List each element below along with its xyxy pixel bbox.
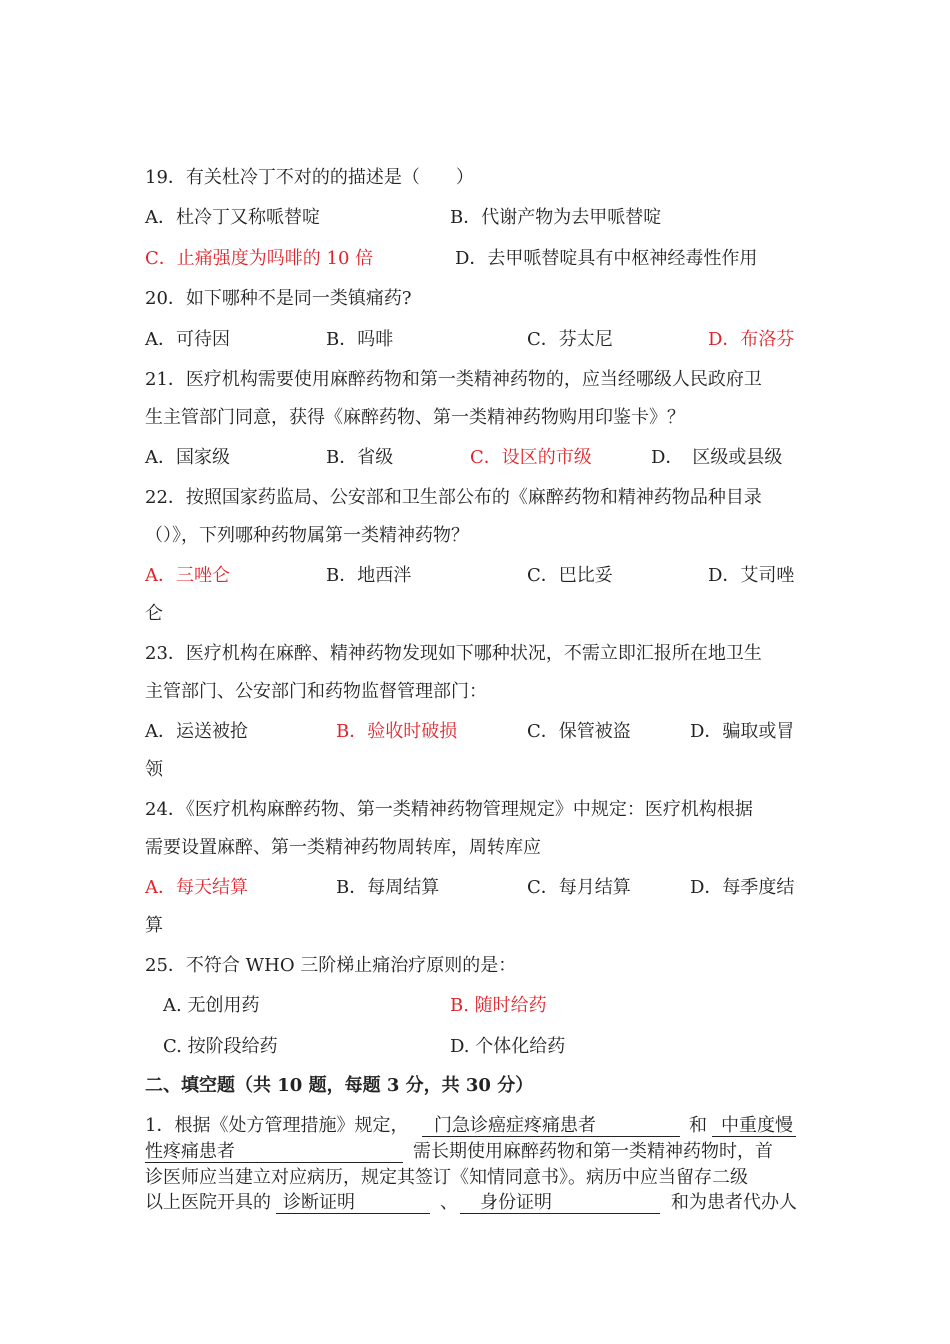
fill1-blank2-underline-a (712, 1136, 796, 1137)
q23-stem-line1: 23．医疗机构在麻醉、精神药物发现如下哪种状况，不需立即汇报所在地卫生 (145, 643, 762, 664)
fill1-blank4-underline (460, 1213, 660, 1214)
q24-option-d: D．每季度结 (690, 877, 795, 898)
q24-stem-line1: 24．《医疗机构麻醉药物、第一类精神药物管理规定》中规定：医疗机构根据 (145, 799, 753, 820)
fill1-answer-1: 门急诊癌症疼痛患者 (434, 1115, 596, 1136)
fill1-text-sep: 、 (440, 1192, 458, 1213)
q21-stem-line1: 21．医疗机构需要使用麻醉药物和第一类精神药物的，应当经哪级人民政府卫 (145, 369, 762, 390)
fill1-answer-4: 身份证明 (480, 1192, 552, 1213)
q23-option-d: D．骗取或冒 (690, 721, 795, 742)
q21-option-a: A．国家级 (145, 447, 230, 468)
q25-option-c: C. 按阶段给药 (163, 1036, 278, 1057)
q25-option-b-answer: B. 随时给药 (450, 995, 547, 1016)
q19-option-b: B．代谢产物为去甲哌替啶 (450, 207, 662, 228)
q21-stem-line2: 生主管部门同意，获得《麻醉药物、第一类精神药物购用印鉴卡》？ (145, 407, 685, 428)
fill1-text-and: 和 (689, 1115, 707, 1136)
q22-option-d-wrap: 仑 (145, 603, 163, 624)
q23-option-b-answer: B．验收时破损 (336, 721, 458, 742)
q20-option-b: B．吗啡 (326, 329, 394, 350)
q24-option-d-wrap: 算 (145, 915, 163, 936)
section-title-fill-in: 二、填空题（共 10 题，每题 3 分，共 30 分） (145, 1075, 534, 1096)
fill1-answer-2-part2: 性疼痛患者 (145, 1141, 235, 1162)
q22-stem-line1: 22．按照国家药监局、公安部和卫生部公布的《麻醉药物和精神药物品种目录 (145, 487, 762, 508)
q19-option-d: D．去甲哌替啶具有中枢神经毒性作用 (455, 248, 758, 269)
q22-option-d: D．艾司唑 (708, 565, 795, 586)
q20-option-d-answer: D．布洛芬 (708, 329, 795, 350)
fill1-text-line3: 诊医师应当建立对应病历，规定其签订《知情同意书》。病历中应当留存二级 (145, 1167, 748, 1188)
q19-stem: 19．有关杜冷丁不对的的描述是（ ） (145, 167, 474, 188)
fill1-text-pre4: 以上医院开具的 (145, 1192, 271, 1213)
q22-option-a-answer: A．三唑仑 (145, 565, 230, 586)
q22-option-c: C．巴比妥 (527, 565, 613, 586)
fill1-blank2-underline-b (145, 1162, 403, 1163)
q22-stem-line2: （）》，下列哪种药物属第一类精神药物？ (145, 525, 469, 546)
q23-stem-line2: 主管部门、公安部门和药物监督管理部门： (145, 681, 487, 702)
q24-option-c: C．每月结算 (527, 877, 631, 898)
fill1-text-pre: 1．根据《处方管理措施》规定， (145, 1115, 409, 1136)
q19-option-c-answer: C．止痛强度为吗啡的 10 倍 (145, 248, 374, 269)
q21-option-b: B．省级 (326, 447, 394, 468)
fill1-text-mid: 需长期使用麻醉药物和第一类精神药物时，首 (413, 1141, 773, 1162)
q23-option-c: C．保管被盗 (527, 721, 631, 742)
q24-option-a-answer: A．每天结算 (145, 877, 248, 898)
fill1-text-post4: 和为患者代办人 (671, 1192, 797, 1213)
q23-option-a: A．运送被抢 (145, 721, 248, 742)
fill1-answer-2-part1: 中重度慢 (721, 1115, 793, 1136)
q20-stem: 20．如下哪种不是同一类镇痛药? (145, 288, 412, 309)
q25-stem: 25．不符合 WHO 三阶梯止痛治疗原则的是： (145, 955, 517, 976)
fill1-blank1-underline (422, 1136, 680, 1137)
q25-option-d: D. 个体化给药 (450, 1036, 566, 1057)
fill1-blank3-underline (276, 1213, 430, 1214)
q23-option-d-wrap: 领 (145, 759, 163, 780)
q19-option-a: A．杜冷丁又称哌替啶 (145, 207, 320, 228)
q21-option-d: D． 区级或县级 (651, 447, 783, 468)
q25-option-a: A. 无创用药 (163, 995, 260, 1016)
q22-option-b: B．地西泮 (326, 565, 412, 586)
q24-stem-line2: 需要设置麻醉、第一类精神药物周转库，周转库应 (145, 837, 541, 858)
q21-option-c-answer: C．设区的市级 (470, 447, 592, 468)
q20-option-c: C．芬太尼 (527, 329, 613, 350)
q24-option-b: B．每周结算 (336, 877, 440, 898)
q20-option-a: A．可待因 (145, 329, 230, 350)
fill1-answer-3: 诊断证明 (283, 1192, 355, 1213)
